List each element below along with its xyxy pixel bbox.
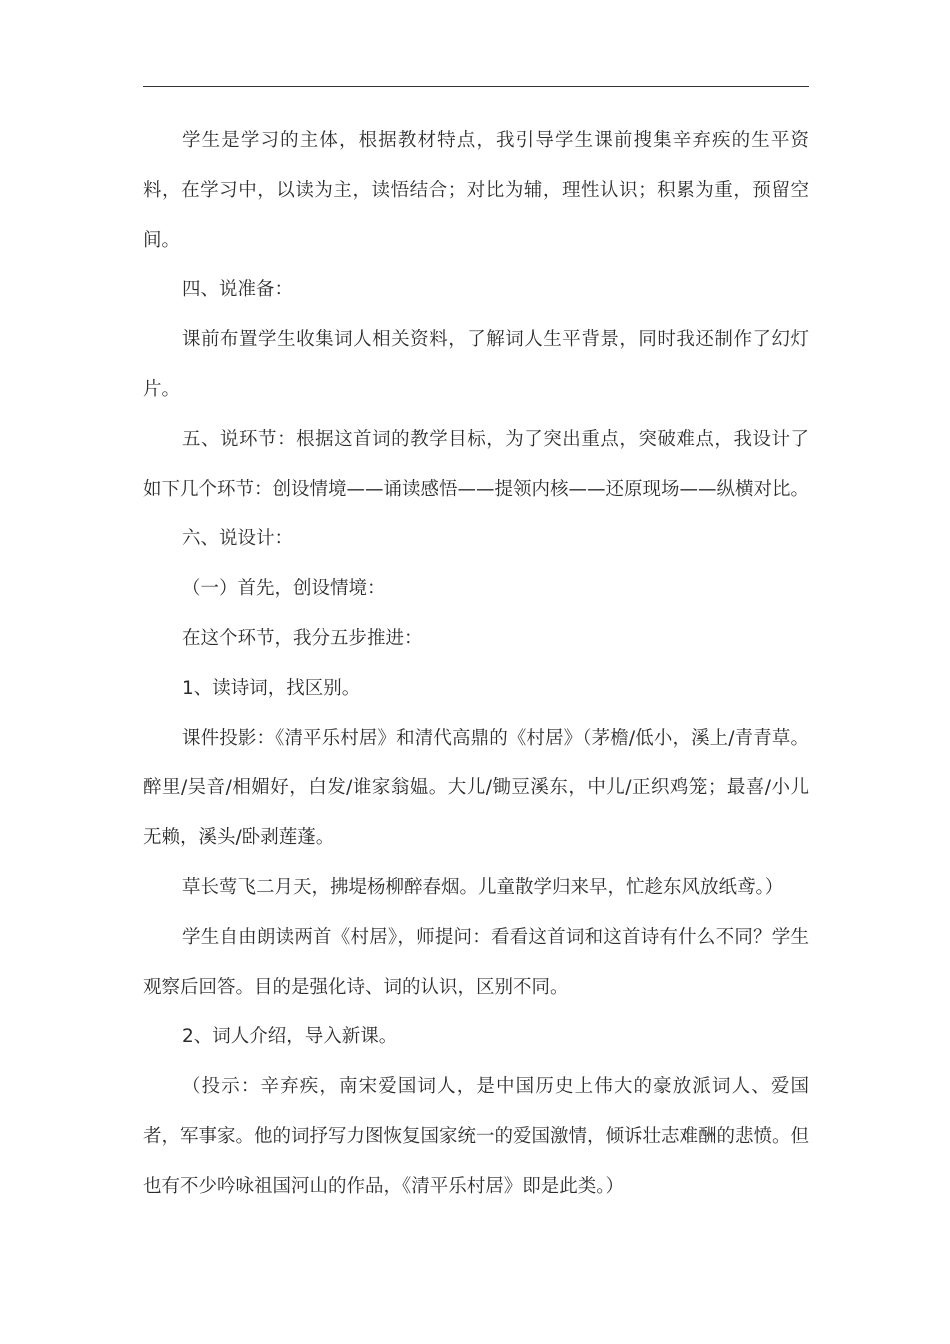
step-heading-read-poems: 1、读诗词，找区别。 [182,677,361,699]
document-body [143,116,809,1212]
subheading-create-scene: （一）首先，创设情境： [182,578,386,600]
section-heading-design: 六、说设计： [182,528,294,550]
paragraph-poet-intro: （投示：辛弃疾，南宋爱国词人，是中国历史上伟大的豪放派词人、爱国者，军事家。他的词抒写力图恢复国家统一的爱国激情，倾诉壮志难酬的悲愤。但也有不少吟咏祖国河山的作品，《清平乐村居》即是此类。） [143,1076,810,1197]
paragraph-five-steps: 在这个环节，我分五步推进： [182,627,423,649]
paragraph-preparation: 课前布置学生收集词人相关资料，了解词人生平背景，同时我还制作了幻灯片。 [143,329,809,400]
paragraph-projection: 课件投影：《清平乐村居》和清代高鼎的《村居》（茅檐/低小，溪上/青青草。醉里/吴音/相媚好，白发/谁家翁媪。大儿/锄豆溪东，中儿/正织鸡笼；最喜/小儿无赖，溪头/卧剥莲蓬。 [143,727,809,849]
paragraph-steps: 五、说环节：根据这首词的教学目标，为了突出重点，突破难点，我设计了如下几个环节：创设情境——诵读感悟——提领内核——还原现场——纵横对比。 [143,428,810,500]
paragraph-compare-reading: 学生自由朗读两首《村居》，师提问：看看这首词和这首诗有什么不同？学生观察后回答。目的是强化诗、词的认识，区别不同。 [143,926,809,998]
header-rule [143,86,809,87]
paragraph-poem-cunju: 草长莺飞二月天，拂堤杨柳醉春烟。儿童散学归来早，忙趁东风放纸鸢。） [182,876,784,898]
paragraph-learning-method: 学生是学习的主体，根据教材特点，我引导学生课前搜集辛弃疾的生平资料，在学习中，以读为主，读悟结合；对比为辅，理性认识；积累为重，预留空间。 [143,130,809,251]
step-heading-poet-intro: 2、词人介绍，导入新课。 [182,1026,398,1048]
section-heading-preparation: 四、说准备： [182,279,294,301]
